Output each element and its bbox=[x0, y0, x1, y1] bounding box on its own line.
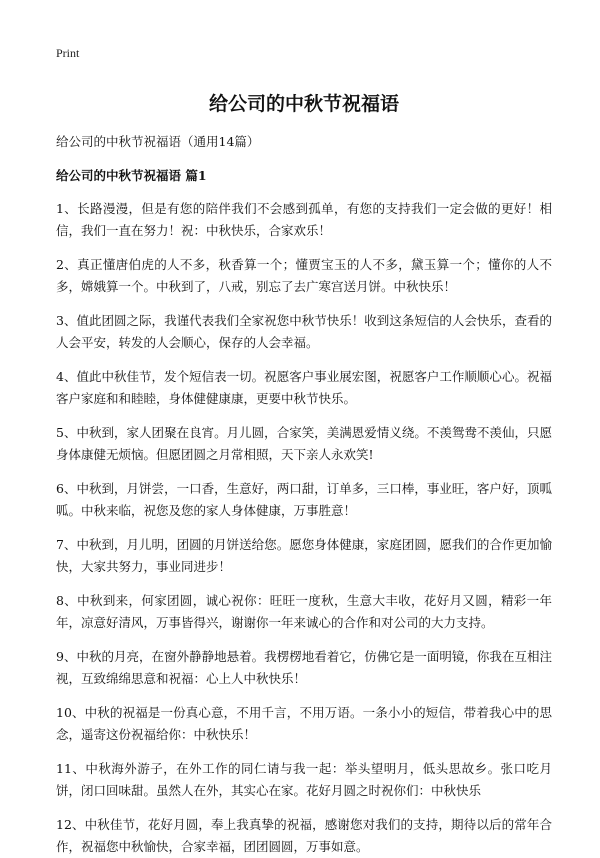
paragraph-4: 4、值此中秋佳节，发个短信表一切。祝愿客户事业展宏图，祝愿客户工作顺顺心心。祝福客户家庭和和睦睦，身体健健康康，更要中秋节快乐。 bbox=[56, 369, 552, 406]
paragraph-12: 12、中秋佳节，花好月圆，奉上我真挚的祝福，感谢您对我们的支持，期待以后的常年合作，祝福您中秋愉快，合家幸福，团团圆圆，万事如意。 bbox=[56, 817, 552, 854]
paragraph-8: 8、中秋到来，何家团圆，诚心祝你：旺旺一度秋，生意大丰收，花好月又圆，精彩一年年，凉意好清风，万事皆得兴，谢谢你一年来诚心的合作和对公司的大力支持。 bbox=[56, 593, 552, 630]
print-link[interactable]: Print bbox=[56, 46, 80, 60]
document-subtitle: 给公司的中秋节祝福语（通用14篇） bbox=[56, 134, 260, 149]
paragraph-3: 3、值此团圆之际，我谨代表我们全家祝您中秋节快乐！收到这条短信的人会快乐，查看的人会平安，转发的人会顺心，保存的人会幸福。 bbox=[56, 313, 552, 350]
page-title: 给公司的中秋节祝福语 bbox=[208, 93, 399, 115]
paragraph-2: 2、真正懂唐伯虎的人不多，秋香算一个；懂贾宝玉的人不多，黛玉算一个；懂你的人不多，嫦娥算一个。中秋到了，八戒，别忘了去广寒宫送月饼。中秋快乐！ bbox=[56, 257, 552, 294]
paragraph-11: 11、中秋海外游子，在外工作的同仁请与我一起：举头望明月，低头思故乡。张口吃月饼，闭口回味甜。虽然人在外，其实心在家。花好月圆之时祝你们：中秋快乐 bbox=[56, 761, 552, 798]
paragraph-10: 10、中秋的祝福是一份真心意，不用千言，不用万语。一条小小的短信，带着我心中的思念，遥寄这份祝福给你：中秋快乐！ bbox=[56, 705, 552, 742]
paragraph-list bbox=[56, 198, 552, 858]
paragraph-6: 6、中秋到，月饼尝，一口香，生意好，两口甜，订单多，三口棒，事业旺，客户好，顶呱呱。中秋来临，祝您及您的家人身体健康，万事胜意！ bbox=[56, 481, 552, 518]
paragraph-5: 5、中秋到，家人团聚在良宵。月儿圆，合家笑，美满恩爱情义绕。不羡鸳鸯不羡仙，只愿身体康健无烦恼。但愿团圆之月常相照，天下亲人永欢笑! bbox=[56, 425, 552, 462]
paragraph-9: 9、中秋的月亮，在窗外静静地悬着。我楞楞地看着它，仿佛它是一面明镜，你我在互相注视，互致绵绵思意和祝福：心上人中秋快乐！ bbox=[56, 649, 552, 686]
paragraph-1: 1、长路漫漫，但是有您的陪伴我们不会感到孤单，有您的支持我们一定会做的更好！相信，我们一直在努力！祝：中秋快乐，合家欢乐！ bbox=[56, 201, 552, 238]
section-title: 给公司的中秋节祝福语 篇1 bbox=[56, 168, 207, 183]
paragraph-7: 7、中秋到，月儿明，团圆的月饼送给您。愿您身体健康，家庭团圆，愿我们的合作更加愉快，大家共努力，事业同进步！ bbox=[56, 537, 552, 574]
